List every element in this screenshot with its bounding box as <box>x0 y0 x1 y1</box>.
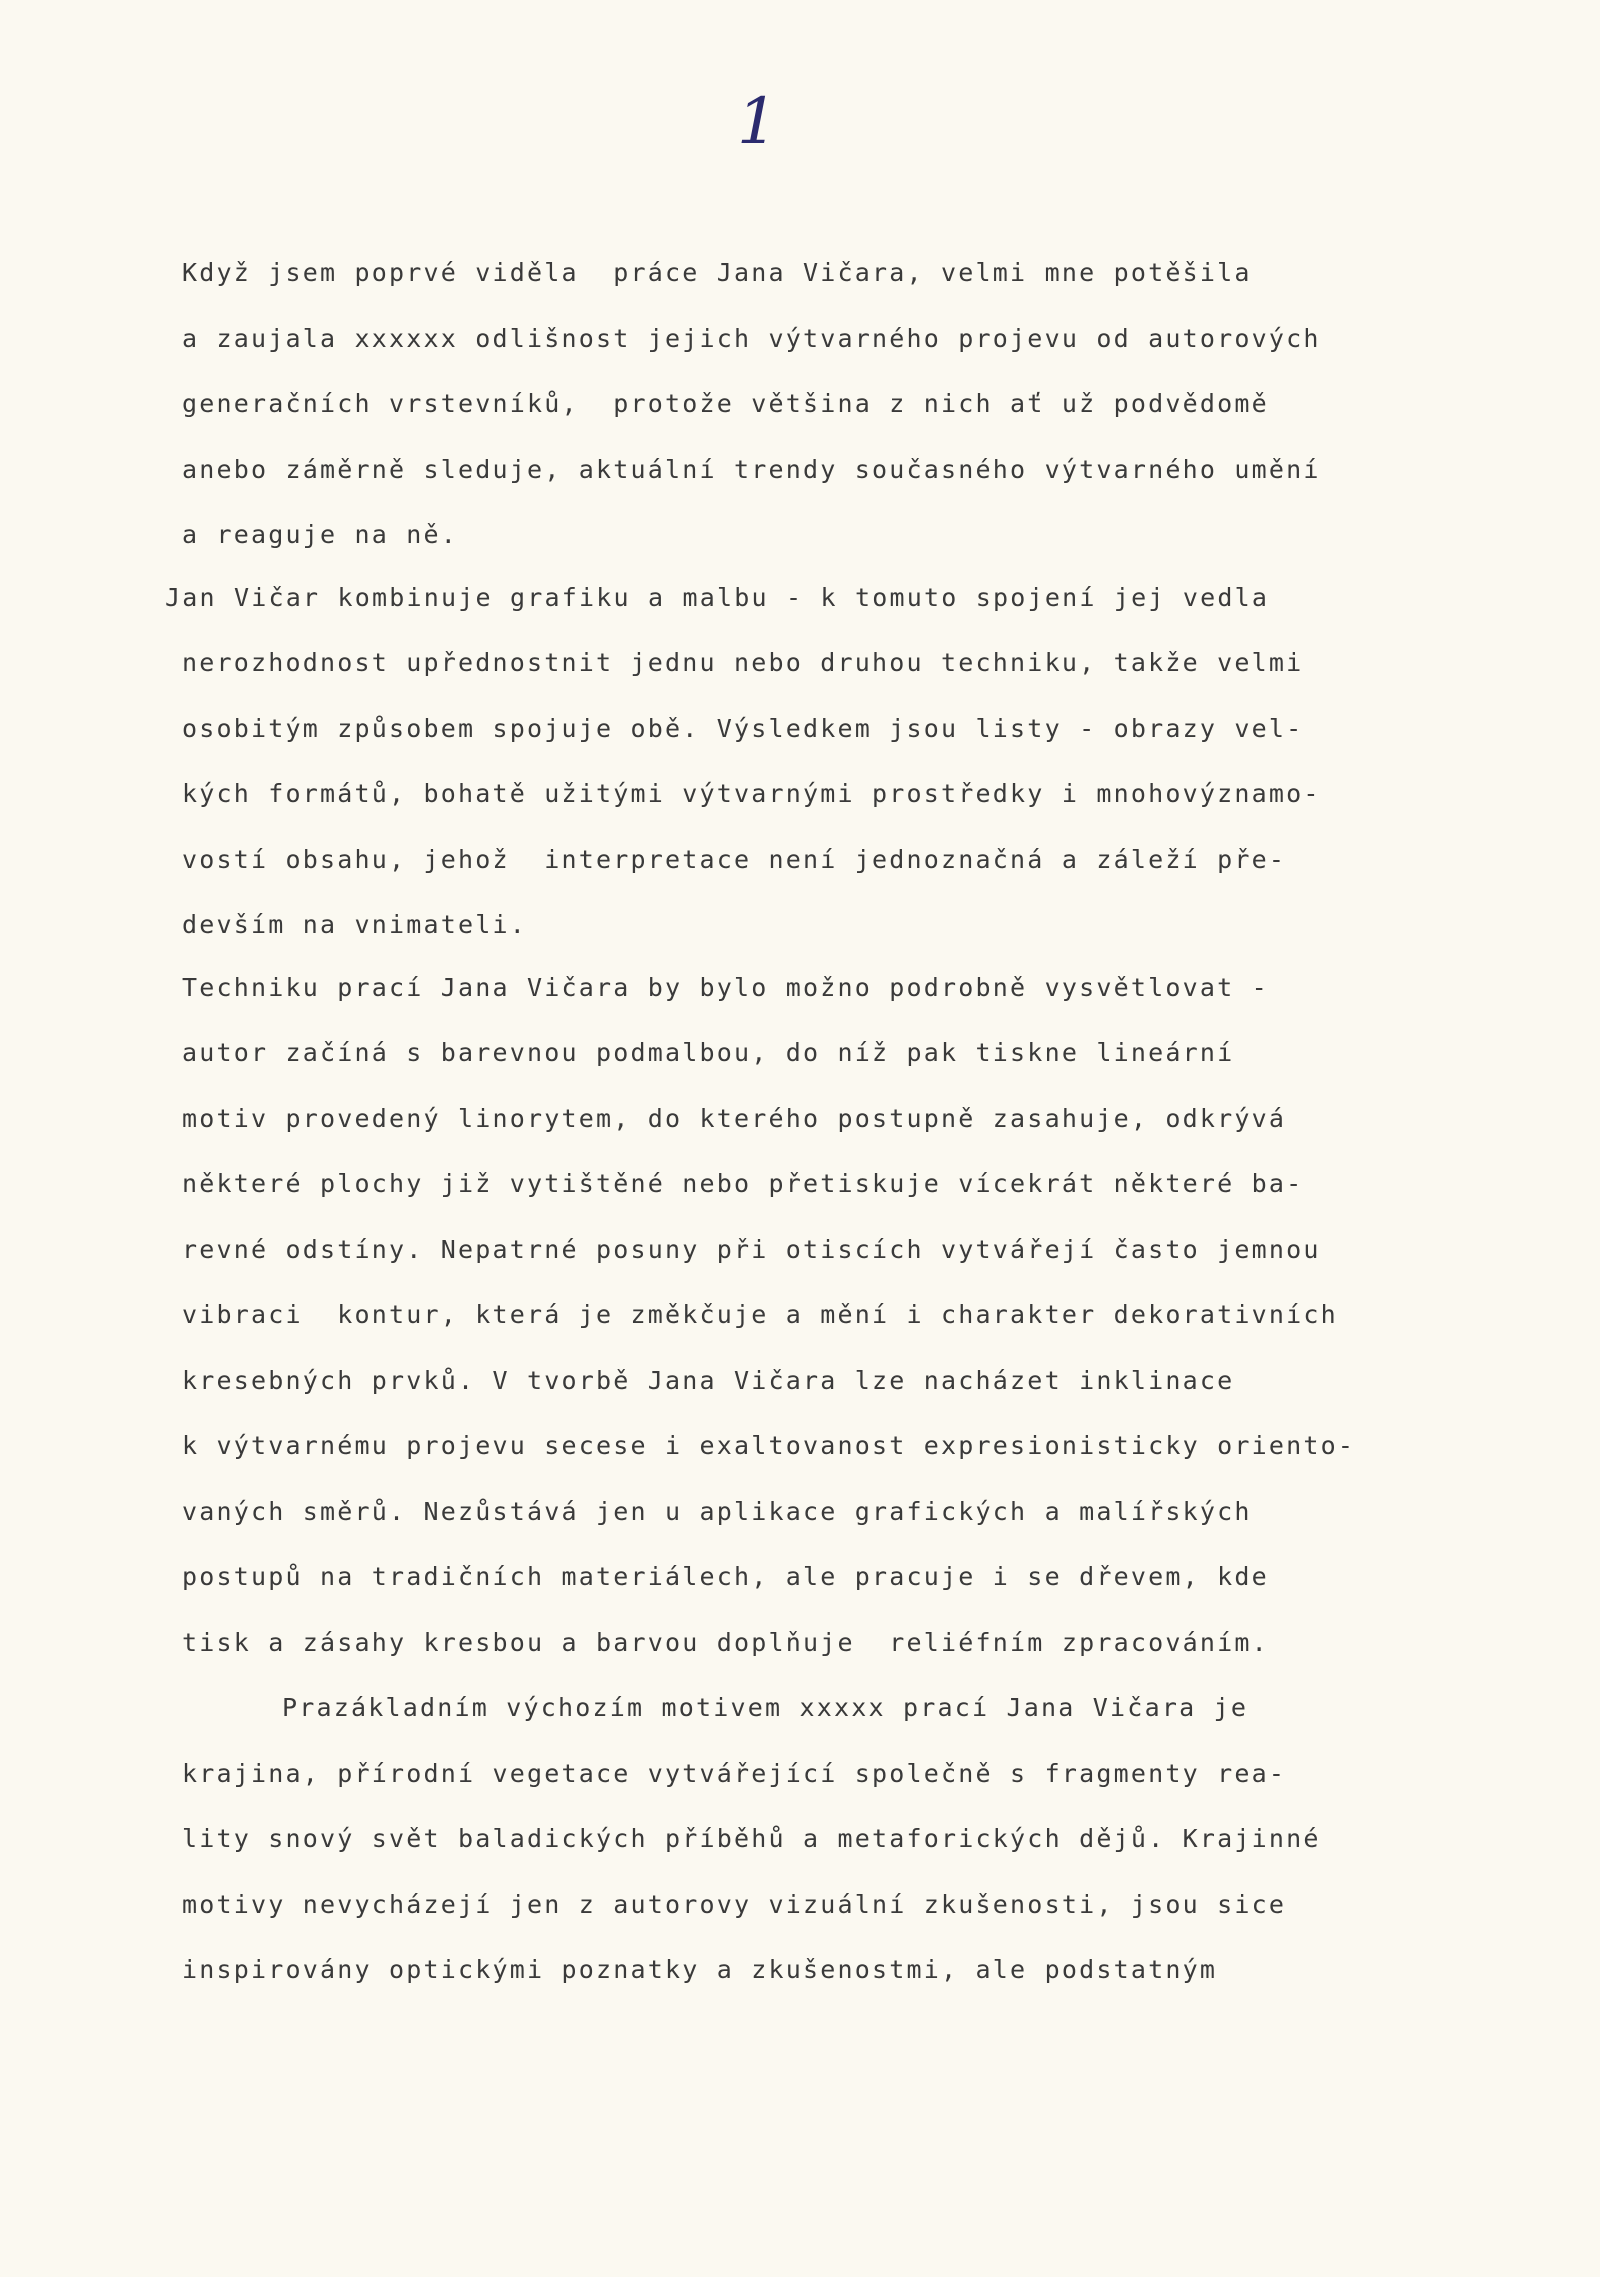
text-line: autor začíná s barevnou podmalbou, do níž pak tiskne lineární <box>182 1038 1235 1067</box>
text-line: kresebných prvků. V tvorbě Jana Vičara lze nacházet inklinace <box>182 1365 1235 1395</box>
text-line: motiv provedený linorytem, do kterého postupně zasahuje, odkrývá <box>182 1103 1287 1133</box>
text-line: a zaujala xxxxxx odlišnost jejich výtvarného projevu od autorových <box>182 323 1321 353</box>
text-line: osobitým způsobem spojuje obě. Výsledkem jsou listy - obrazy vel- <box>182 713 1304 743</box>
text-line: vaných směrů. Nezůstává jen u aplikace grafických a malířských <box>182 1496 1252 1526</box>
text-line: inspirovány optickými poznatky a zkušenostmi, ale podstatným <box>182 1955 1218 1984</box>
text-line: tisk a zásahy kresbou a barvou doplňuje reliéfním zpracováním. <box>182 1627 1269 1657</box>
text-line: a reaguje na ně. <box>182 520 459 549</box>
text-line: kých formátů, bohatě užitými výtvarnými prostředky i mnohovýznamo- <box>182 779 1321 808</box>
text-line: motivy nevycházejí jen z autorovy vizuální zkušenosti, jsou sice <box>182 1889 1287 1919</box>
paragraph-start-line: Jan Vičar kombinuje grafiku a malbu - k tomuto spojení jej vedla <box>165 582 1270 612</box>
text-line: k výtvarnému projevu secese i exaltovanost expresionisticky orientо- <box>182 1431 1356 1460</box>
text-line: revné odstíny. Nepatrné posuny při otiscích vytvářejí často jemnou <box>182 1234 1321 1264</box>
text-line: krajina, přírodní vegetace vytvářející společně s fragmenty rea- <box>182 1758 1287 1788</box>
text-line: lity snový svět baladických příběhů a metaforických dějů. Krajinné <box>182 1824 1321 1853</box>
text-line: vostí obsahu, jehož interpretace není jednoznačná a záleží pře- <box>182 844 1287 874</box>
paragraph-start-line: Techniku prací Jana Vičara by bylo možno podrobně vysvětlovat - <box>182 972 1269 1002</box>
text-line: některé plochy již vytištěné nebo přetiskuje vícekrát některé ba- <box>182 1169 1304 1198</box>
text-line: vibraci kontur, která je změkčuje a mění i charakter dekorativních <box>182 1300 1338 1329</box>
text-line: generačních vrstevníků, protože většina z nich ať už podvědomě <box>182 389 1269 418</box>
typewritten-text <box>165 252 1542 2015</box>
text-line: postupů na tradičních materiálech, ale pracuje i se dřevem, kde <box>182 1562 1269 1591</box>
text-line: Když jsem poprvé viděla práce Jana Vičara, velmi mne potěšila <box>182 258 1252 287</box>
text-line: devším na vnimateli. <box>182 910 528 939</box>
page-number: 1 <box>737 85 778 159</box>
text-line: nerozhodnost upřednostnit jednu nebo druhou techniku, takže velmi <box>182 648 1304 677</box>
paragraph-start-line: Prazákladním výchozím motivem xxxxx prací Jana Vičara je <box>282 1693 1249 1722</box>
text-line: anebo záměrně sleduje, aktuální trendy současného výtvarného umění <box>182 454 1321 484</box>
